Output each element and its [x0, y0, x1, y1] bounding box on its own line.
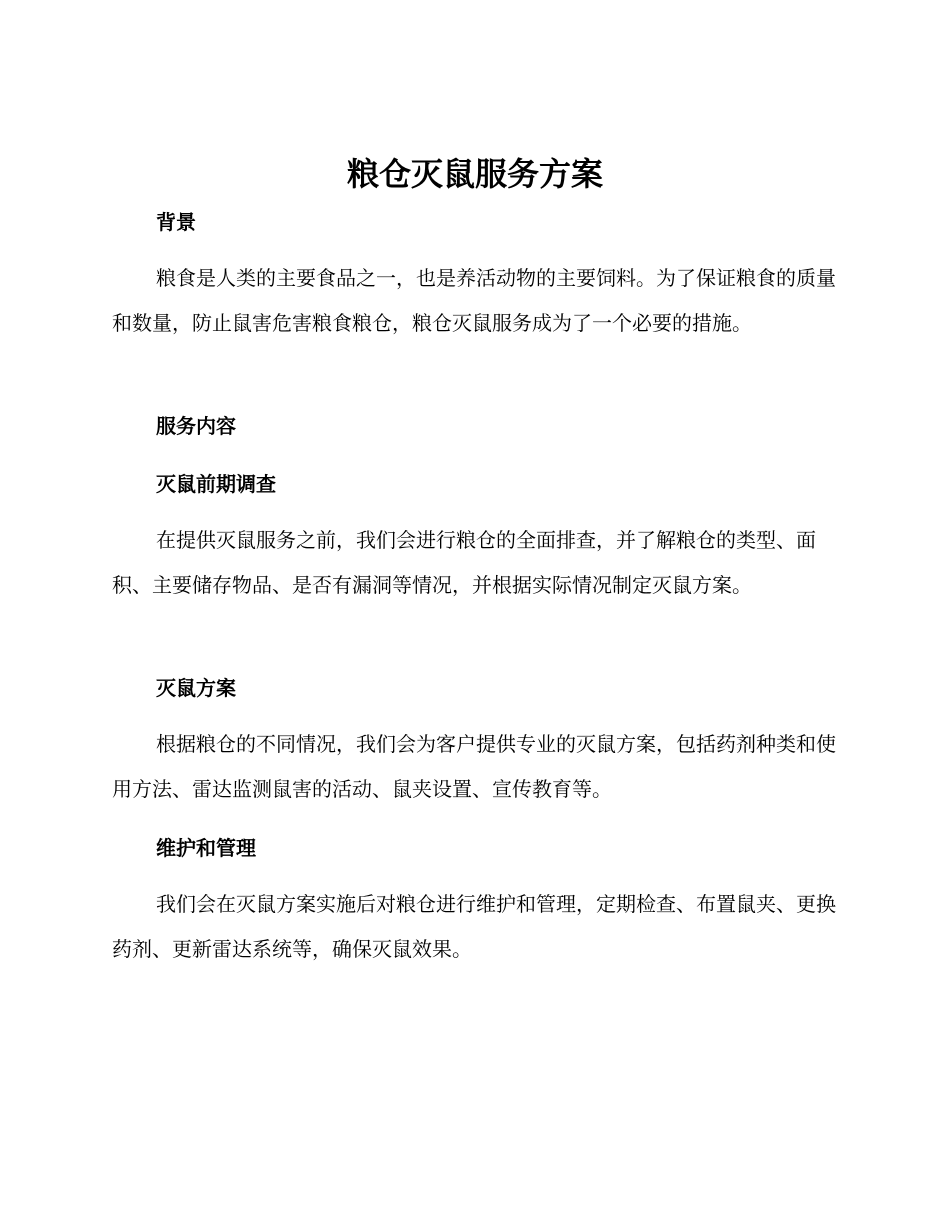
paragraph-maintenance: 我们会在灭鼠方案实施后对粮仓进行维护和管理，定期检查、布置鼠夹、更换药剂、更新雷达系统等，确保灭鼠效果。 [112, 892, 836, 961]
document-title: 粮仓灭鼠服务方案 [346, 155, 603, 193]
section-heading-plan: 灭鼠方案 [156, 676, 236, 700]
section-heading-background: 背景 [156, 210, 196, 234]
section-heading-maintenance: 维护和管理 [156, 836, 256, 860]
section-heading-service-content: 服务内容 [156, 414, 236, 438]
paragraph-pre-survey: 在提供灭鼠服务之前，我们会进行粮仓的全面排查，并了解粮仓的类型、面积、主要储存物品、是否有漏洞等情况，并根据实际情况制定灭鼠方案。 [112, 528, 816, 597]
section-heading-pre-survey: 灭鼠前期调查 [156, 472, 276, 496]
paragraph-background: 粮食是人类的主要食品之一，也是养活动物的主要饲料。为了保证粮食的质量和数量，防止鼠害危害粮食粮仓，粮仓灭鼠服务成为了一个必要的措施。 [112, 266, 836, 335]
paragraph-plan: 根据粮仓的不同情况，我们会为客户提供专业的灭鼠方案，包括药剂种类和使用方法、雷达监测鼠害的活动、鼠夹设置、宣传教育等。 [112, 732, 836, 801]
